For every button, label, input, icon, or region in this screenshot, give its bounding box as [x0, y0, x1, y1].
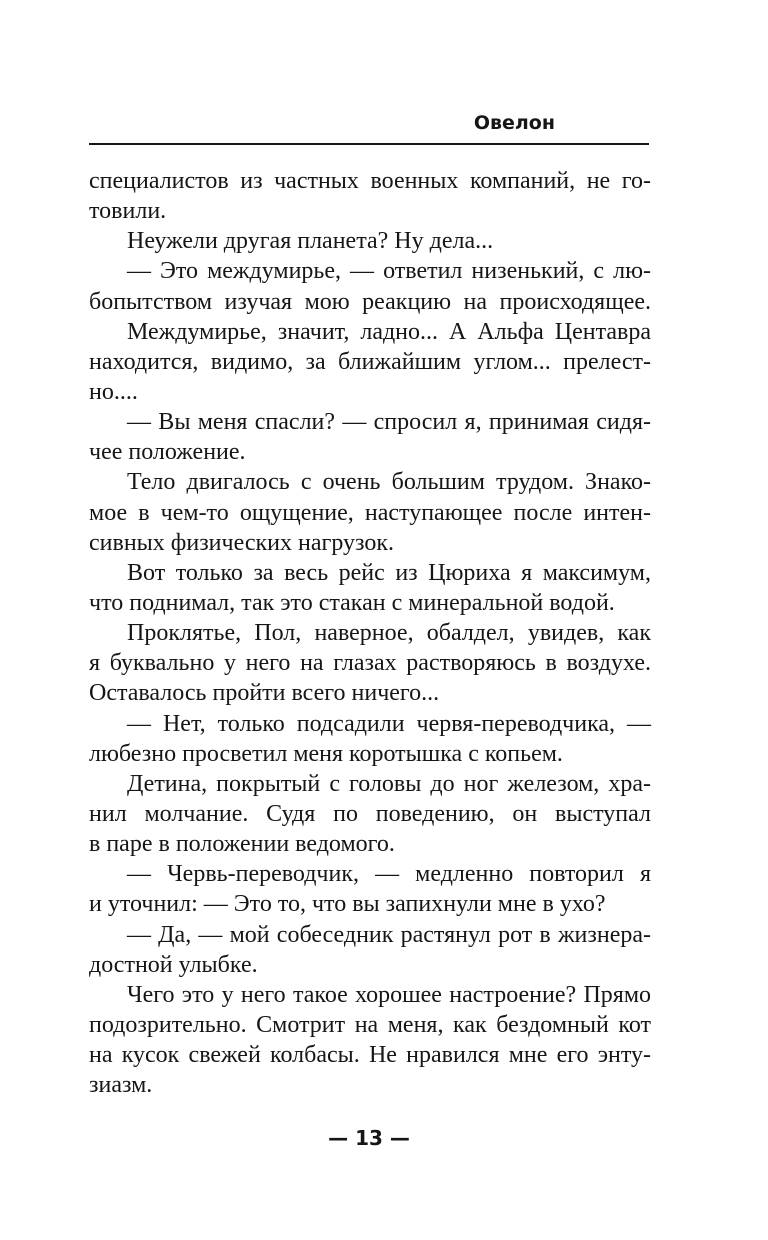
text-line: и уточнил: — Это то, что вы запихнули мне в ухо?: [89, 891, 606, 918]
text-line: Междумирье, значит, ладно... А Альфа Центавра: [127, 318, 651, 345]
text-line: я буквально у него на глазах растворяюсь в воздухе.: [89, 650, 651, 677]
text-line: находится, видимо, за ближайшим углом... прелест-: [89, 348, 651, 375]
text-line: — Червь-переводчик, — медленно повторил я: [127, 861, 651, 888]
text-line: Детина, покрытый с головы до ног железом, хра-: [127, 770, 651, 797]
text-line: — Это междумирье, — ответил низенький, с лю-: [127, 258, 651, 285]
text-line: любезно просветил меня коротышка с копьем.: [89, 740, 563, 767]
text-line: достной улыбке.: [89, 951, 258, 978]
text-line: Неужели другая планета? Ну дела...: [127, 228, 494, 255]
text-line: мое в чем-то ощущение, наступающее после интен-: [89, 499, 651, 526]
text-line: но....: [89, 378, 138, 405]
text-line: — Да, — мой собеседник растянул рот в жизнера-: [127, 921, 651, 948]
text-line: подозрительно. Смотрит на меня, как бездомный кот: [89, 1011, 651, 1038]
text-line: в паре в положении ведомого.: [89, 831, 395, 858]
text-line: товили.: [89, 198, 167, 225]
page-number: — 13 —: [328, 1126, 410, 1150]
text-line: специалистов из частных военных компаний, не го-: [89, 168, 651, 194]
text-line: Чего это у него такое хорошее настроение? Прямо: [127, 981, 651, 1008]
text-line: — Нет, только подсадили червя-переводчика, —: [127, 710, 651, 737]
text-line: Тело двигалось с очень большим трудом. Знако-: [127, 469, 651, 496]
text-line: зиазм.: [89, 1072, 153, 1099]
text-line: нил молчание. Судя по поведению, он выступал: [89, 800, 651, 827]
text-line: бопытством изучая мою реакцию на происходящее.: [89, 288, 651, 315]
text-line: Оставалось пройти всего ничего...: [89, 680, 440, 707]
running-head: Овелон: [473, 112, 555, 134]
text-line: чее положение.: [89, 439, 246, 466]
text-line: на кусок свежей колбасы. Не нравился мне его энту-: [89, 1042, 651, 1069]
text-line: Проклятье, Пол, наверное, обалдел, увидев, как: [127, 620, 651, 647]
text-line: сивных физических нагрузок.: [89, 529, 395, 556]
text-line: что поднимал, так это стакан с минеральной водой.: [89, 589, 615, 616]
body-text: [89, 166, 651, 1100]
text-line: — Вы меня спасли? — спросил я, принимая сидя-: [127, 409, 651, 436]
header-rule: [89, 143, 649, 145]
text-line: Вот только за весь рейс из Цюриха я максимум,: [127, 559, 651, 586]
